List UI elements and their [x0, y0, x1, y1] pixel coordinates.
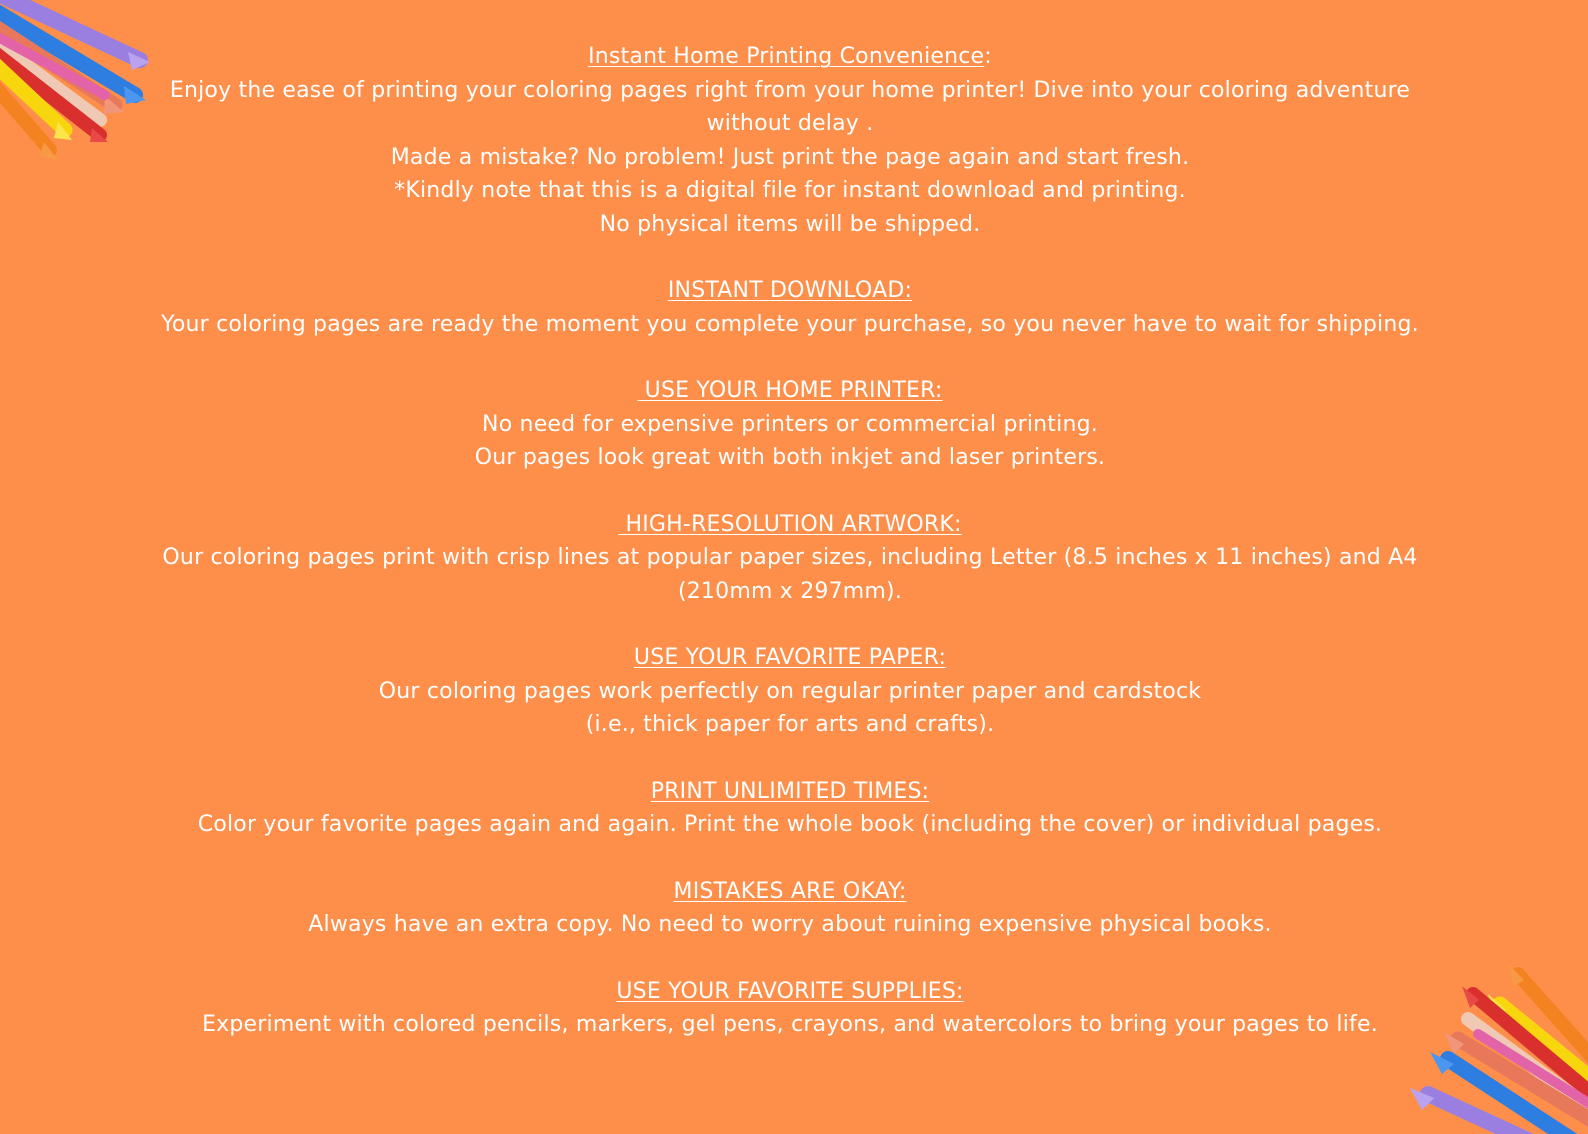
section-line: Made a mistake? No problem! Just print the page again and start fresh. — [390, 144, 1190, 170]
section-line: Experiment with colored pencils, markers, gel pens, crayons, and watercolors to bring your pages to life. — [202, 1012, 1378, 1037]
section-line: (210mm x 297mm). — [677, 578, 903, 604]
section-mistakes-okay — [130, 875, 1450, 942]
section-instant-home-printing — [130, 40, 1450, 241]
section-heading: HIGH-RESOLUTION ARTWORK: — [618, 511, 962, 537]
section-line: No physical items will be shipped. — [599, 211, 981, 237]
section-high-resolution — [130, 508, 1450, 609]
section-favorite-paper — [130, 641, 1450, 742]
section-home-printer — [130, 374, 1450, 475]
section-print-unlimited — [130, 775, 1450, 842]
section-instant-download — [130, 274, 1450, 341]
section-line: Our pages look great with both inkjet and laser printers. — [474, 445, 1106, 470]
heading-suffix: : — [984, 44, 992, 69]
section-line: Always have an extra copy. No need to worry about ruining expensive physical books. — [308, 912, 1272, 937]
section-line: *Kindly note that this is a digital file for instant download and printing. — [394, 178, 1186, 203]
section-heading: MISTAKES ARE OKAY: — [673, 878, 907, 904]
section-line: Color your favorite pages again and again. Print the whole book (including the cover) or individual pages. — [197, 812, 1383, 837]
section-heading: INSTANT DOWNLOAD: — [667, 278, 913, 303]
section-heading: PRINT UNLIMITED TIMES: — [650, 778, 930, 804]
section-line: Our coloring pages print with crisp lines at popular paper sizes, including Letter (8.5 inches x 11 inches) and A4 — [162, 545, 1418, 570]
section-heading: USE YOUR HOME PRINTER: — [637, 378, 943, 403]
section-line: without delay . — [706, 111, 874, 136]
section-heading: USE YOUR FAVORITE PAPER: — [633, 645, 947, 670]
section-heading: USE YOUR FAVORITE SUPPLIES: — [616, 978, 964, 1004]
section-line: Enjoy the ease of printing your coloring pages right from your home printer! Dive into your coloring adventure — [169, 77, 1411, 103]
section-line: Our coloring pages work perfectly on regular printer paper and cardstock — [378, 678, 1202, 704]
info-text-block — [130, 40, 1450, 1075]
section-favorite-supplies — [130, 975, 1450, 1042]
section-line: (i.e., thick paper for arts and crafts). — [585, 712, 995, 737]
section-line: No need for expensive printers or commercial printing. — [482, 411, 1098, 437]
section-line: Your coloring pages are ready the moment you complete your purchase, so you never have to wait for shipping. — [161, 311, 1419, 337]
section-heading: Instant Home Printing Convenience — [588, 44, 985, 69]
